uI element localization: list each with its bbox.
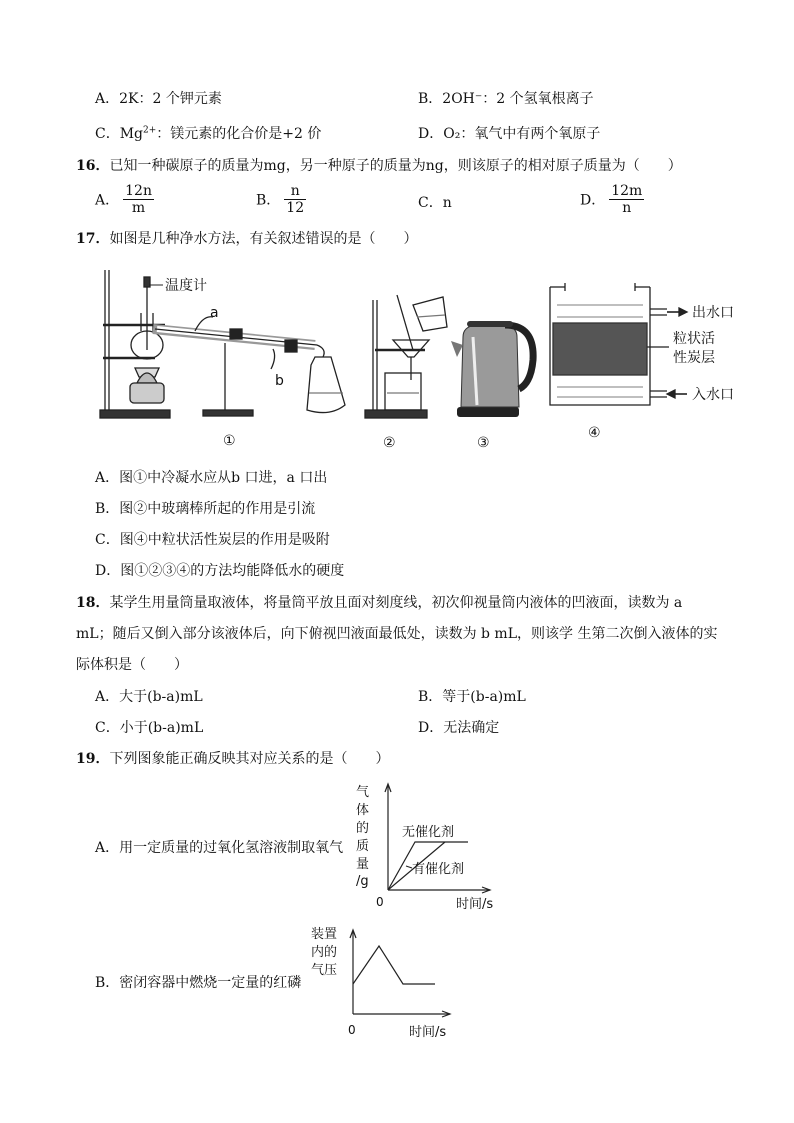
q16-option-c: C．n: [418, 195, 452, 211]
graph-b-ylabel-line: 装置: [311, 927, 338, 942]
label-no-catalyst: 无催化剂: [402, 825, 455, 840]
figure-2-number: ②: [383, 435, 396, 451]
q17-option-c: C．图④中粒状活性炭层的作用是吸附: [95, 532, 330, 548]
q17-number: 17．: [76, 231, 110, 247]
distillation-apparatus: [100, 270, 345, 418]
fraction-numerator: 12n: [125, 183, 152, 199]
graph-a-xlabel: 时间/s: [456, 897, 494, 912]
fraction-denominator: n: [622, 200, 632, 217]
q19-stem: [76, 748, 389, 768]
q16-option-b-fraction: [284, 183, 306, 216]
graph-a-ylabel-char: /g: [356, 874, 369, 889]
q17-option-b: B．图②中玻璃棒所起的作用是引流: [95, 501, 316, 517]
graph-a-ylabel-char: 的: [356, 821, 370, 836]
q19-text: 下列图象能正确反映其对应关系的是（ ）: [109, 751, 390, 767]
q18-stem-line-2: mL；随后又倒入部分该液体后，向下俯视凹液面最低处，读数为 b mL，则该学 生第二次倒入液体的实: [76, 626, 718, 642]
carbon-layer-label-1: 粒状活: [673, 331, 715, 347]
q16-option-d: [580, 183, 644, 216]
graph-b-ylabel-line: 气压: [311, 963, 338, 978]
graph-a-origin: 0: [376, 895, 384, 909]
q19-number: 19．: [76, 751, 110, 767]
q16-stem: [76, 155, 682, 175]
q16-option-d-fraction: [609, 183, 644, 216]
thermometer-label: 温度计: [165, 278, 207, 294]
q15-option-a: A．2K：2 个钾元素: [95, 91, 222, 107]
figure-3-number: ③: [477, 435, 490, 451]
q16-option-a: [95, 183, 154, 216]
q15-option-c-charge: 2+: [143, 125, 157, 136]
q18-option-b: B．等于(b-a)mL: [418, 689, 526, 705]
water-purification-figure: [95, 265, 755, 455]
q18-stem-line-3: 际体积是（ ）: [76, 657, 188, 673]
figure-1-number: ①: [223, 433, 236, 449]
graph-a-ylabel-char: 量: [356, 857, 370, 872]
q18-text-line-1: 某学生用量筒量取液体，将量筒平放且面对刻度线，初次仰视量筒内液体的凹液面，读数为 a: [109, 595, 683, 611]
q17-text: 如图是几种净水方法，有关叙述错误的是（ ）: [109, 231, 418, 247]
q15-option-c-text: ：镁元素的化合价是+2 价: [156, 126, 322, 142]
figure-4-number: ④: [588, 425, 601, 441]
q19-option-b: B．密闭容器中燃烧一定量的红磷: [95, 975, 302, 991]
q18-number: 18．: [76, 595, 110, 611]
q16-number: 16．: [76, 158, 110, 174]
q18-option-d: D．无法确定: [418, 720, 500, 736]
graph-b-origin: 0: [348, 1023, 356, 1037]
q19-graph-b: [305, 922, 465, 1044]
fraction-numerator: 12m: [611, 183, 643, 199]
outlet-label: 出水口: [692, 305, 734, 321]
inlet-a-label: a: [210, 305, 219, 321]
q15-option-c-prefix: C．Mg: [95, 126, 144, 142]
q18-option-a: A．大于(b-a)mL: [95, 689, 203, 705]
q16-text: 已知一种碳原子的质量为mg，另一种原子的质量为ng，则该原子的相对原子质量为（ ）: [109, 158, 682, 174]
graph-a-ylabel-char: 质: [356, 839, 370, 854]
q15-option-d: D．O₂：氧气中有两个氧原子: [418, 126, 601, 142]
carbon-layer-label-2: 性炭层: [673, 350, 715, 366]
fraction-numerator: n: [284, 183, 306, 200]
q17-option-d: D．图①②③④的方法均能降低水的硬度: [95, 563, 345, 579]
q17-option-a: A．图①中冷凝水应从b 口进，a 口出: [95, 470, 328, 486]
q15-option-c: [95, 123, 321, 143]
graph-b-pressure-curve: [353, 946, 435, 984]
q16-option-a-fraction: [123, 183, 154, 216]
q18-option-c: C．小于(b-a)mL: [95, 720, 204, 736]
water-purifier: [550, 283, 687, 405]
graph-a-ylabel-char: 气: [356, 785, 370, 800]
q18-stem-line-1: [76, 592, 682, 612]
q16-option-a-label: A．: [95, 192, 120, 209]
graph-b-xlabel: 时间/s: [409, 1025, 447, 1040]
fraction-denominator: m: [131, 200, 146, 217]
graph-a-ylabel: [356, 785, 369, 889]
inlet-label: 入水口: [692, 387, 734, 403]
graph-b-axes: [350, 930, 450, 1017]
graph-b-ylabel-line: 内的: [311, 945, 338, 960]
q16-option-d-label: D．: [580, 192, 606, 209]
q16-option-b-label: B．: [256, 192, 281, 209]
q19-option-a: A．用一定质量的过氧化氢溶液制取氧气: [95, 840, 344, 856]
q16-option-b: [256, 183, 306, 216]
label-with-catalyst: 有催化剂: [412, 862, 465, 877]
q19-graph-a: [350, 780, 510, 915]
graph-b-ylabel: [311, 926, 337, 978]
fraction-denominator: 12: [286, 200, 305, 217]
filtration-apparatus: [365, 295, 447, 451]
q15-option-b: B．2OH⁻：2 个氢氧根离子: [418, 91, 594, 107]
distillation-labels: [149, 277, 284, 449]
electric-kettle: [451, 321, 533, 451]
outlet-b-label: b: [275, 373, 284, 389]
q17-stem: [76, 228, 417, 248]
graph-a-ylabel-char: 体: [356, 803, 370, 818]
